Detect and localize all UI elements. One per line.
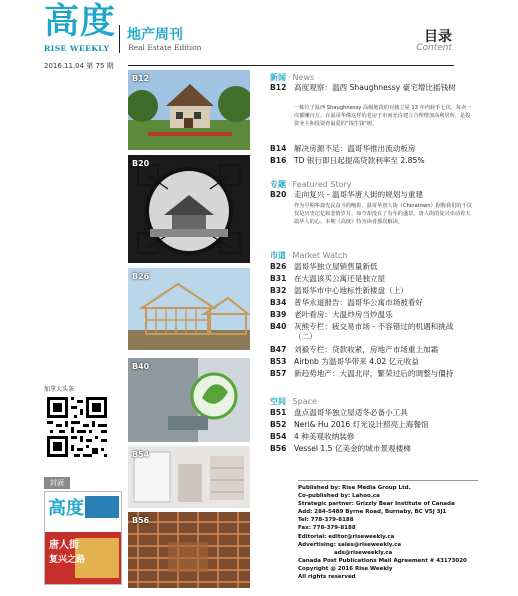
section-en: Featured Story — [292, 180, 352, 189]
page-number: B16 — [270, 156, 287, 165]
toc-entry[interactable] — [270, 190, 470, 200]
toc-entry[interactable] — [270, 444, 470, 454]
section-heading-featured: 专题 · Featured Story — [270, 180, 352, 189]
photo-page-label: B26 — [132, 272, 150, 281]
page-number: B32 — [270, 286, 287, 295]
logo-english: RISE WEEKLY — [44, 44, 110, 53]
toc-entry[interactable] — [270, 286, 470, 296]
cover-subheadline: 复兴之路 — [49, 555, 86, 565]
toc-entry[interactable] — [270, 310, 470, 320]
toc-entry[interactable] — [270, 156, 470, 166]
page-number: B52 — [270, 420, 287, 429]
toc-entry[interactable] — [270, 144, 470, 154]
section-heading-news: 新闻 · News — [270, 73, 315, 82]
section-en: News — [292, 73, 315, 82]
entry-title: 老叶看房：大温炒房当炒温乐 — [294, 310, 393, 319]
publisher-info — [298, 484, 478, 581]
section-heading-market: 市道 · Market Watch — [270, 251, 348, 260]
section-title: 地产周刊 — [127, 27, 183, 43]
entry-title: 温哥华独立屋销售量新低 — [294, 262, 378, 271]
section-cn: 新闻 — [270, 73, 286, 82]
page-number: B31 — [270, 274, 287, 283]
section-en: Space — [292, 397, 317, 406]
page-number: B47 — [270, 345, 287, 354]
entry-title: 4 种美观收纳装修 — [294, 432, 355, 441]
page-number: B14 — [270, 144, 287, 153]
toc-entry[interactable] — [270, 274, 470, 284]
section-cn: 空间 — [270, 397, 286, 406]
publisher-line: Copyright @ 2016 Rise Weekly — [298, 565, 393, 572]
cover-logo: 高度 — [48, 498, 84, 519]
photo-b56-vessel — [128, 512, 250, 588]
cover-headline: 唐人街 — [49, 540, 79, 551]
toc-entry[interactable] — [270, 322, 470, 342]
photo-b40-green — [128, 358, 250, 442]
publisher-line: Editorial: editor@riseweekly.ca — [298, 533, 395, 540]
rise-weekly-logo — [44, 2, 117, 56]
toc-entry[interactable] — [270, 357, 470, 367]
photo-page-label: B40 — [132, 362, 150, 371]
header-rule — [128, 65, 454, 66]
toc-entry[interactable] — [270, 432, 470, 442]
publisher-line: Fax: 778-379-8188 — [298, 525, 356, 532]
section-cn: 市道 — [270, 251, 286, 260]
entry-description: 作为早期华裔先民奋斗的缩影，温哥华唐人街（Chinatown）据称我们的不仅仅是历史记忆和悲情岁月，如今却没有了有年的盛景。唐人街的复兴牵动着大温华人的心。本期《高度》特为读者那次解读。 — [294, 203, 472, 225]
page-number: B56 — [270, 444, 287, 453]
page-number: B39 — [270, 310, 287, 319]
publisher-line: Tel: 778-379-8188 — [298, 517, 354, 524]
logo-chinese: 高度 — [44, 2, 117, 42]
entry-title: 温哥华市中心地标性新楼盘（上） — [294, 286, 408, 295]
page-number: B12 — [270, 83, 287, 92]
page-number: B53 — [270, 357, 287, 366]
toc-entry[interactable] — [270, 262, 470, 272]
photo-b20-garden — [128, 155, 250, 263]
toc-title: 目录 — [424, 29, 452, 45]
publisher-line: Co-published by: Lahoo.ca — [298, 493, 380, 500]
entry-title: Neri& Hu 2016 灯光设计照亮上海餐馆 — [294, 420, 429, 429]
photo-b26-woodframe — [128, 268, 250, 350]
publisher-line: Canada Post Publications Mail Agreement # 43173020 — [298, 557, 467, 564]
page-number: B57 — [270, 369, 287, 378]
photo-page-label: B12 — [132, 74, 150, 83]
publisher-divider — [298, 480, 478, 481]
photo-page-label: B56 — [132, 516, 150, 525]
page-number: B20 — [270, 190, 287, 199]
qr-code[interactable] — [44, 394, 110, 460]
entry-title: 新趋势地产：大温北岸，繁荣过后的调整与僵持 — [294, 369, 454, 378]
qr-label: 加拿大头条 — [44, 386, 75, 393]
toc-entry[interactable] — [270, 83, 470, 103]
page-number: B51 — [270, 408, 287, 417]
page-number: B34 — [270, 298, 287, 307]
cover-label: 封面 — [44, 477, 70, 489]
photo-b12-house — [128, 70, 250, 150]
entry-title: 走向复兴 - 温哥华唐人街的规划与重建 — [294, 190, 424, 199]
entry-title: 解决房源不足：温哥华推出流动板房 — [294, 144, 416, 153]
publisher-line: ads@riseweekly.ca — [334, 549, 393, 556]
section-en: Market Watch — [292, 251, 348, 260]
toc-entry[interactable] — [270, 345, 470, 355]
magazine-cover-thumbnail[interactable] — [44, 491, 122, 585]
entry-title: TD 银行即日起提高贷款利率至 2.85% — [294, 156, 425, 165]
publisher-line: Add: 284-5489 Byrne Road, Burnaby, BC V5J 3J1 — [298, 509, 447, 516]
entry-title: 普华永道报告：温哥华公寓市场被看好 — [294, 298, 424, 307]
entry-title: 在大温该买公寓还是独立屋 — [294, 274, 386, 283]
entry-title: 灰熊专栏：疲交易市场 - 不容错过的机遇和挑战（二） — [294, 322, 454, 341]
publisher-line: Published by: Rise Media Group Ltd. — [298, 485, 411, 491]
publisher-line: Strategic partner: Grizzly Bear Institute of Canada — [298, 501, 455, 508]
entry-description: 一栋位于温西 Shaughnessy 高级地段的百独立屋 13 年内转手七次，每卖一次都赚百万。在温哥华像这样的老房子市而允许建立合理增加高利居所，是投资业主和投资者最爱的“钱生钱”树。 — [294, 105, 472, 127]
page-number: B40 — [270, 322, 287, 331]
section-cn: 专题 — [270, 180, 286, 189]
toc-entry[interactable] — [270, 420, 470, 430]
publisher-line: All rights reserved — [298, 574, 356, 581]
publisher-line: Advertising: sales@riseweekly.ca — [298, 541, 402, 548]
photo-page-label: B54 — [132, 450, 150, 459]
issue-date: 2016.11.04 第 75 期 — [44, 62, 114, 70]
photo-b54-interior — [128, 446, 250, 508]
page-number: B26 — [270, 262, 287, 271]
section-subtitle: Real Estate Edition — [128, 43, 202, 52]
page-number: B54 — [270, 432, 287, 441]
section-heading-space: 空间 · Space — [270, 397, 317, 406]
toc-entry[interactable] — [270, 369, 470, 379]
entry-title: 刘毅专栏：贷款收紧，房地产市场重上加霜 — [294, 345, 439, 354]
entry-title: 高度观察：温西 Shaughnessy 豪宅增比摇钱树 — [294, 83, 456, 92]
header-divider — [119, 25, 120, 53]
photo-page-label: B20 — [132, 159, 150, 168]
toc-subtitle: Content — [416, 43, 452, 53]
entry-title: 盘点温哥华独立屋适冬必备小工具 — [294, 408, 408, 417]
entry-title: Airbnb 为温哥华带来 4.02 亿元收益 — [294, 357, 419, 366]
toc-entry[interactable] — [270, 408, 470, 418]
toc-entry[interactable] — [270, 298, 470, 308]
entry-title: Vessel 1.5 亿美金的城市景观楼梯 — [294, 444, 411, 453]
